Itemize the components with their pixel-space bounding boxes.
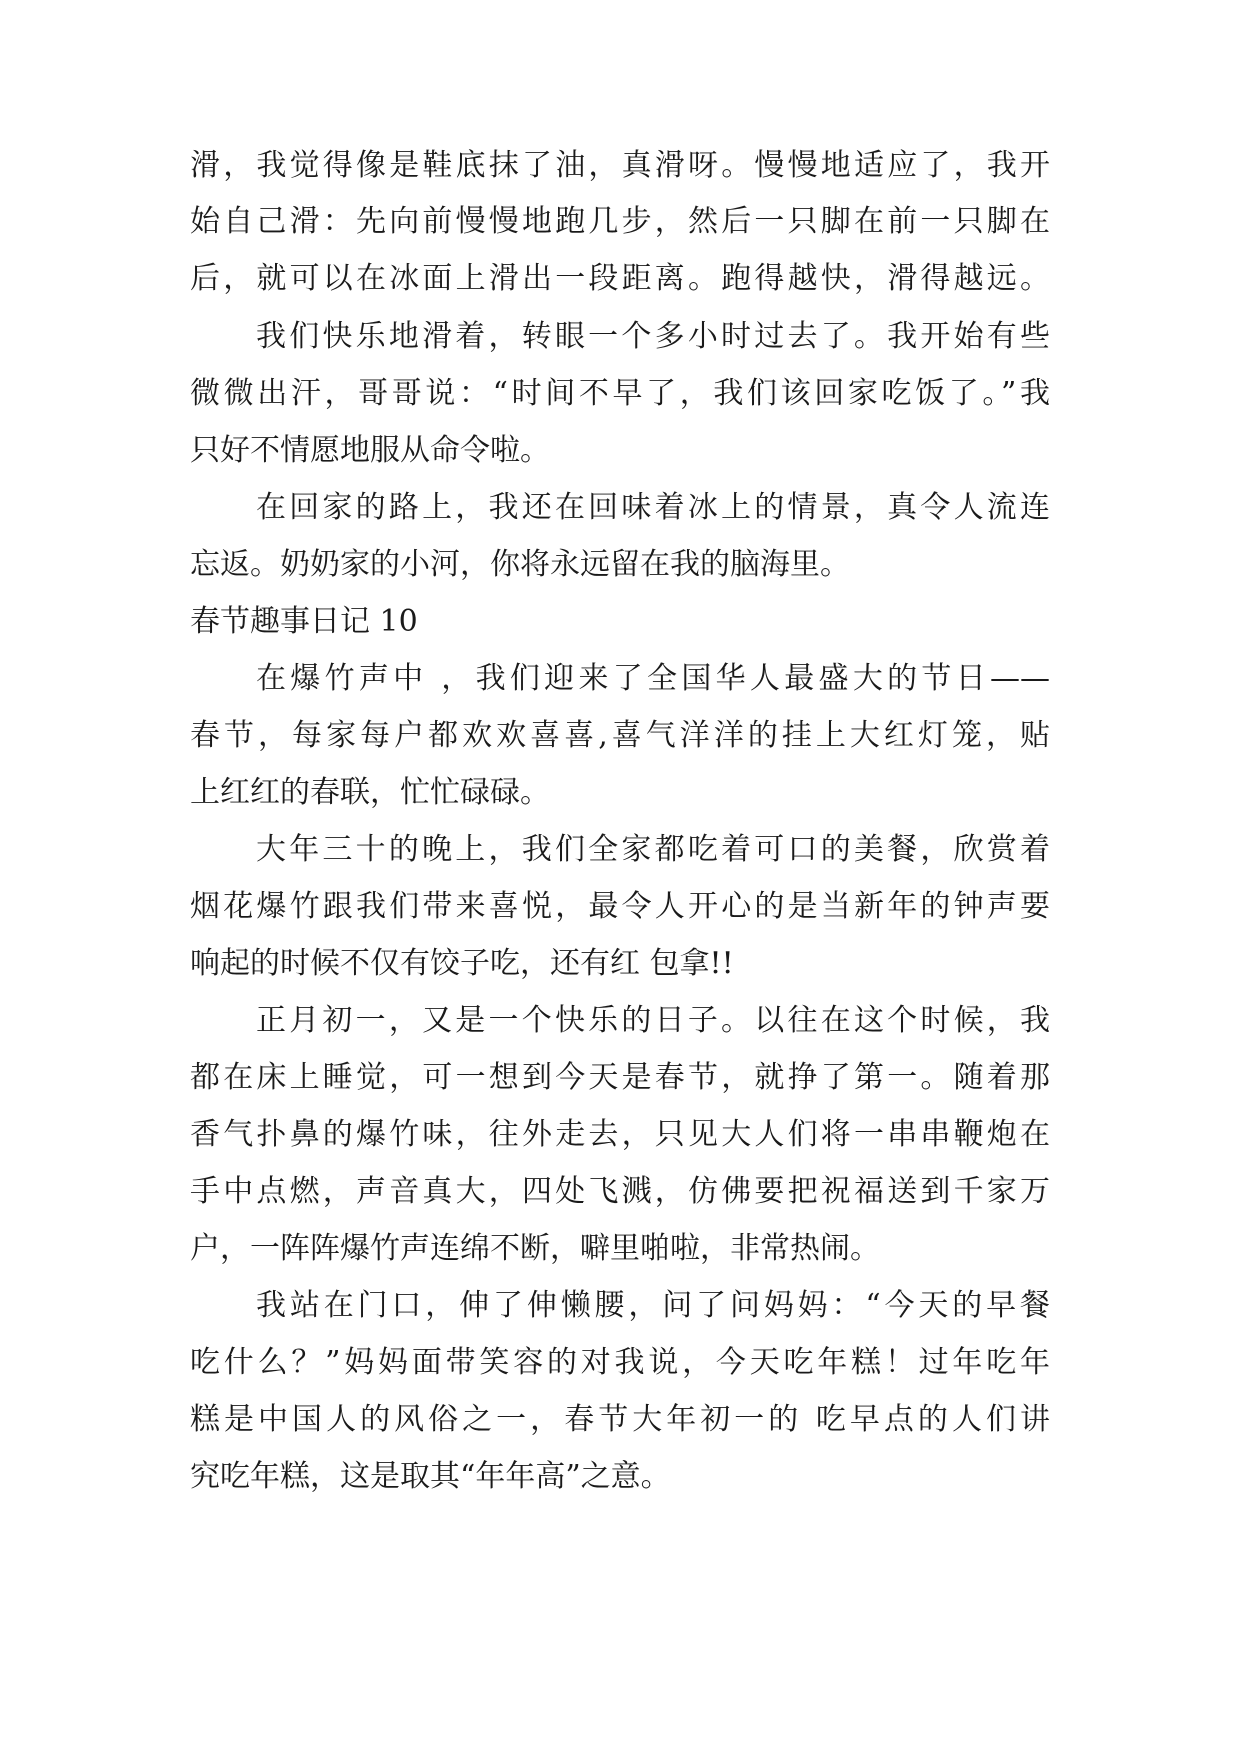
text-line: 户，一阵阵爆竹声连绵不断，噼里啪啦，非常热闹。	[190, 1231, 880, 1266]
text-line: 微微出汗，哥哥说：“时间不早了，我们该回家吃饭了。”我	[190, 376, 1050, 411]
text-line: 正月初一，又是一个快乐的日子。以往在这个时候，我	[256, 1003, 1050, 1038]
text-line: 只好不情愿地服从命令啦。	[190, 433, 550, 468]
text-line: 滑，我觉得像是鞋底抹了油，真滑呀。慢慢地适应了，我开	[190, 148, 1050, 183]
text-line: 香气扑鼻的爆竹味，往外走去，只见大人们将一串串鞭炮在	[190, 1117, 1050, 1152]
section-heading: 春节趣事日记 10	[190, 604, 418, 639]
text-line: 忘返。奶奶家的小河，你将永远留在我的脑海里。	[190, 547, 850, 582]
text-line: 春节，每家每户都欢欢喜喜,喜气洋洋的挂上大红灯笼，贴	[190, 718, 1050, 753]
text-line: 糕是中国人的风俗之一，春节大年初一的 吃早点的人们讲	[190, 1402, 1050, 1437]
text-line: 后，就可以在冰面上滑出一段距离。跑得越快，滑得越远。	[190, 261, 1050, 296]
text-line: 我们快乐地滑着，转眼一个多小时过去了。我开始有些	[256, 319, 1050, 354]
text-line: 始自己滑：先向前慢慢地跑几步，然后一只脚在前一只脚在	[190, 204, 1050, 239]
text-line: 手中点燃，声音真大，四处飞溅，仿佛要把祝福送到千家万	[190, 1174, 1050, 1209]
text-line: 我站在门口，伸了伸懒腰，问了问妈妈：“今天的早餐	[256, 1288, 1050, 1323]
text-line: 吃什么？”妈妈面带笑容的对我说，今天吃年糕！过年吃年	[190, 1345, 1050, 1380]
text-line: 响起的时候不仅有饺子吃，还有红 包拿!!	[190, 946, 734, 981]
text-line: 在回家的路上，我还在回味着冰上的情景，真令人流连	[256, 490, 1050, 525]
text-line: 烟花爆竹跟我们带来喜悦，最令人开心的是当新年的钟声要	[190, 889, 1050, 924]
text-line: 大年三十的晚上，我们全家都吃着可口的美餐，欣赏着	[256, 832, 1050, 867]
text-line: 究吃年糕，这是取其“年年高”之意。	[190, 1459, 671, 1494]
text-line: 都在床上睡觉，可一想到今天是春节，就挣了第一。随着那	[190, 1060, 1050, 1095]
text-line: 在爆竹声中 ，我们迎来了全国华人最盛大的节日——	[256, 661, 1050, 696]
text-line: 上红红的春联，忙忙碌碌。	[190, 775, 550, 810]
